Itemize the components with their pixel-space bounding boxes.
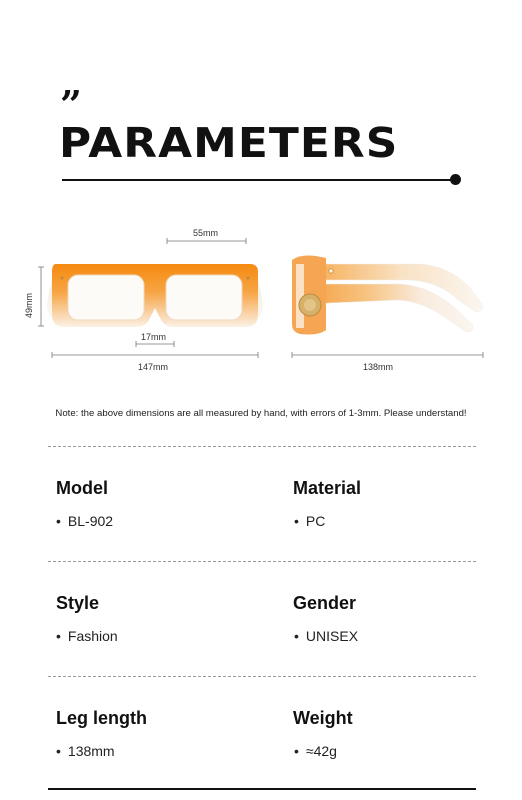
title-underline	[62, 179, 452, 181]
spec-value-style: • Fashion	[56, 628, 118, 644]
spec-value-weight: • ≈42g	[294, 743, 337, 759]
spec-value-model: • BL-902	[56, 513, 114, 529]
bullet: •	[294, 743, 299, 759]
glasses-diagram	[0, 220, 522, 380]
bullet: •	[294, 628, 299, 644]
spec-label-gender: Gender	[293, 593, 357, 613]
lens-width-label: 55mm	[193, 228, 219, 238]
bottom-rule	[48, 788, 476, 790]
bullet: •	[294, 513, 299, 529]
measurement-note: Note: the above dimensions are all measured by hand, with errors of 1-3mm. Please understand!	[55, 408, 467, 419]
spec-label-material: Material	[293, 478, 362, 498]
spec-value-leg-length: • 138mm	[56, 743, 115, 759]
quote-mark: ”	[60, 82, 78, 127]
side-view	[292, 256, 482, 335]
divider	[48, 446, 476, 447]
spec-label-style: Style	[56, 593, 100, 613]
page-title: PARAMETERS	[59, 119, 399, 167]
frame-width-label: 147mm	[138, 362, 169, 372]
lens-height-label: 49mm	[24, 292, 34, 318]
bullet: •	[56, 513, 61, 529]
divider	[48, 676, 476, 677]
spec-label-leg-length: Leg length	[56, 708, 147, 728]
bridge-label: 17mm	[141, 332, 167, 342]
bullet: •	[56, 628, 61, 644]
bullet: •	[56, 743, 61, 759]
spec-label-model: Model	[56, 478, 108, 498]
spec-value-gender: • UNISEX	[294, 628, 359, 644]
spec-value-material: • PC	[294, 513, 326, 529]
title-underline-dot	[450, 174, 461, 185]
divider	[48, 561, 476, 562]
temple-length-label: 138mm	[363, 362, 394, 372]
spec-label-weight: Weight	[293, 708, 353, 728]
front-view	[48, 264, 263, 327]
